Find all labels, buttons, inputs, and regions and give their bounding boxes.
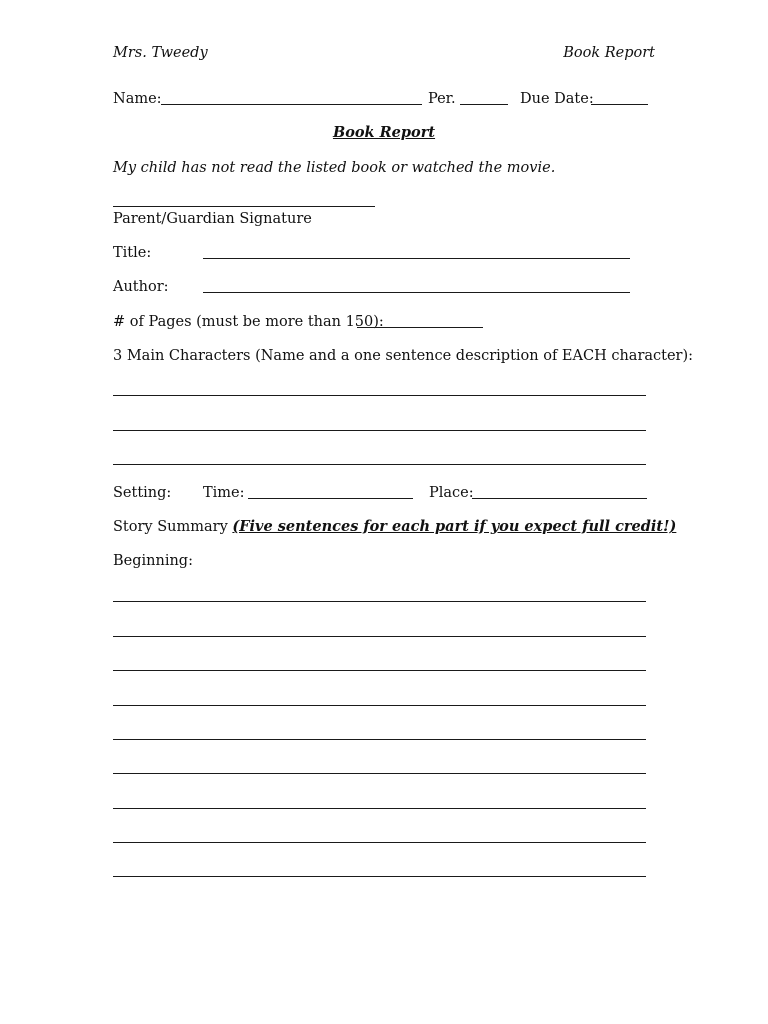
author-label: Author:: [113, 279, 169, 295]
place-field[interactable]: [472, 498, 647, 499]
signature-label: Parent/Guardian Signature: [113, 211, 312, 227]
name-field[interactable]: [161, 104, 422, 105]
period-label: Per.: [428, 91, 456, 107]
name-label: Name:: [113, 91, 162, 107]
book-title-field[interactable]: [203, 258, 630, 259]
characters-label: 3 Main Characters (Name and a one sentence description of EACH character):: [113, 348, 694, 364]
time-field[interactable]: [248, 498, 413, 499]
summary-row: [113, 518, 676, 536]
character-line-1[interactable]: [113, 395, 646, 396]
character-line-3[interactable]: [113, 464, 646, 465]
beginning-line-9[interactable]: [113, 876, 646, 877]
beginning-line-4[interactable]: [113, 705, 646, 706]
book-title-label: Title:: [113, 245, 152, 261]
due-date-field[interactable]: [591, 104, 648, 105]
beginning-line-7[interactable]: [113, 808, 646, 809]
document-label: Book Report: [563, 45, 655, 61]
beginning-line-2[interactable]: [113, 636, 646, 637]
signature-field[interactable]: [113, 206, 375, 207]
beginning-line-6[interactable]: [113, 773, 646, 774]
period-field[interactable]: [460, 104, 508, 105]
beginning-label: Beginning:: [113, 553, 193, 569]
time-label: Time:: [203, 485, 245, 501]
due-date-label: Due Date:: [520, 91, 594, 107]
pages-field[interactable]: [357, 327, 483, 328]
character-line-2[interactable]: [113, 430, 646, 431]
page-title: Book Report: [332, 124, 436, 141]
summary-emphasis: (Five sentences for each part if you expect full credit!): [232, 518, 677, 535]
parent-note: My child has not read the listed book or watched the movie.: [113, 160, 556, 176]
beginning-line-5[interactable]: [113, 739, 646, 740]
pages-label: # of Pages (must be more than 150):: [113, 314, 384, 330]
author-field[interactable]: [203, 292, 630, 293]
setting-label: Setting:: [113, 485, 172, 501]
place-label: Place:: [429, 485, 474, 501]
beginning-line-1[interactable]: [113, 601, 646, 602]
summary-label: Story Summary: [113, 519, 228, 535]
beginning-line-8[interactable]: [113, 842, 646, 843]
beginning-line-3[interactable]: [113, 670, 646, 671]
teacher-name: Mrs. Tweedy: [113, 45, 208, 61]
